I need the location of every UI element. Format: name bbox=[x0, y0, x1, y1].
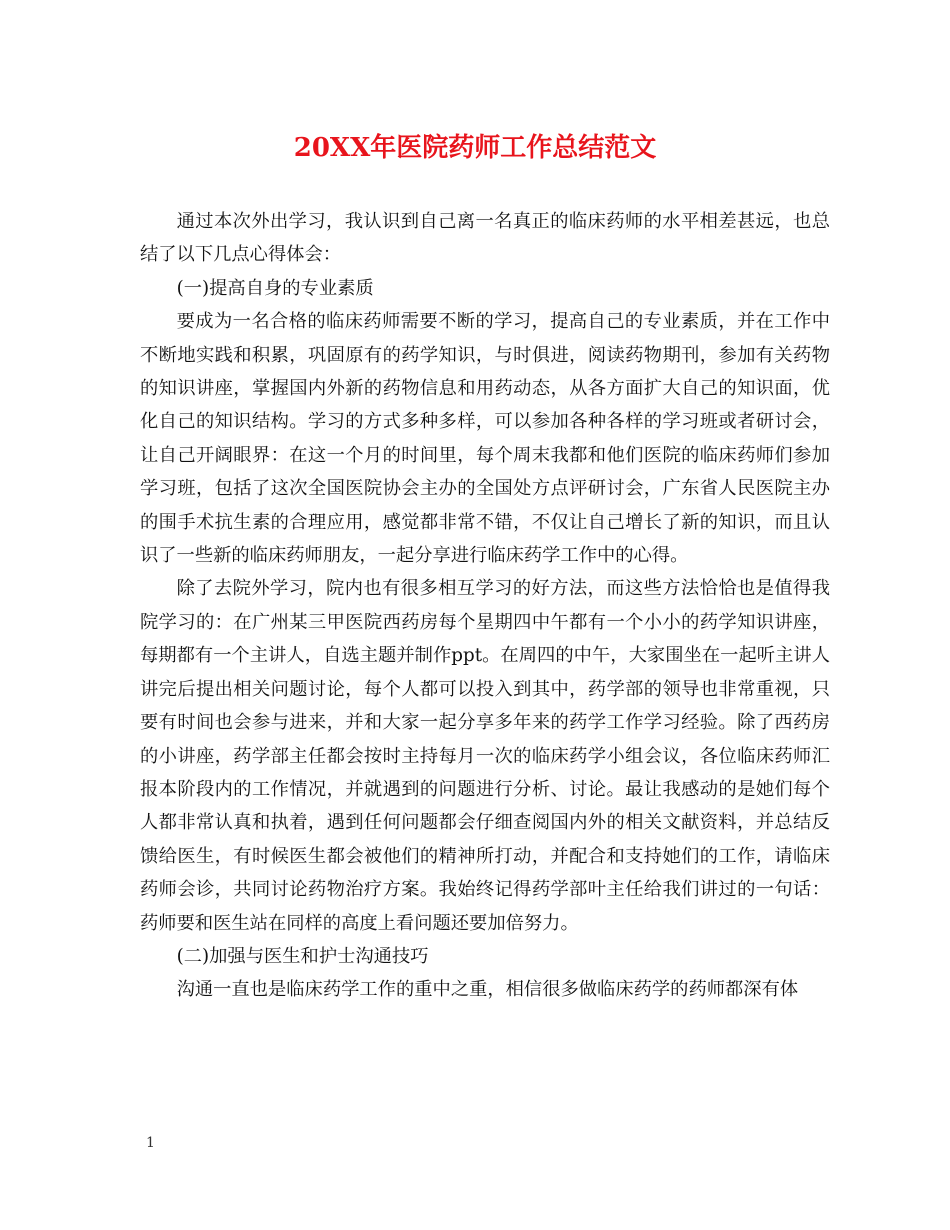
paragraph-internal-learning: 除了去院外学习，院内也有很多相互学习的好方法，而这些方法恰恰也是值得我院学习的：在广州某三甲医院西药房每个星期四中午都有一个小小的药学知识讲座，每期都有一个主讲人，自选主题并制作ppt。在周四的中午，大家围坐在一起听主讲人讲完后提出相关问题讨论，每个人都可以投入到其中，药学部的领导也非常重视，只要有时间也会参与进来，并和大家一起分享多年来的药学工作学习经验。除了西药房的小讲座，药学部主任都会按时主持每月一次的临床药学小组会议，各位临床药师汇报本阶段内的工作情况，并就遇到的问题进行分析、讨论。最让我感动的是她们每个人都非常认真和执着，遇到任何问题都会仔细查阅国内外的相关文献资料，并总结反馈给医生，有时候医生都会被他们的精神所打动，并配合和支持她们的工作，请临床药师会诊，共同讨论药物治疗方案。我始终记得药学部叶主任给我们讲过的一句话：药师要和医生站在同样的高度上看问题还要加倍努力。 bbox=[140, 578, 830, 934]
document-body bbox=[140, 205, 830, 1007]
section-heading-2: (二)加强与医生和护士沟通技巧 bbox=[176, 945, 429, 967]
section-heading-1: (一)提高自身的专业素质 bbox=[176, 277, 374, 299]
paragraph-communication: 沟通一直也是临床药学工作的重中之重，相信很多做临床药学的药师都深有体 bbox=[176, 979, 799, 1001]
document-title: 20XX年医院药师工作总结范文 bbox=[293, 133, 657, 163]
paragraph-intro: 通过本次外出学习，我认识到自己离一名真正的临床药师的水平相差甚远，也总结了以下几点心得体会： bbox=[140, 211, 830, 266]
paragraph-professional-quality: 要成为一名合格的临床药师需要不断的学习，提高自己的专业素质，并在工作中不断地实践和积累，巩固原有的药学知识，与时俱进，阅读药物期刊，参加有关药物的知识讲座，掌握国内外新的药物信息和用药动态，从各方面扩大自己的知识面，优化自己的知识结构。学习的方式多种多样，可以参加各种各样的学习班或者研讨会，让自己开阔眼界：在这一个月的时间里，每个周末我都和他们医院的临床药师们参加学习班，包括了这次全国医院协会主办的全国处方点评研讨会，广东省人民医院主办的围手术抗生素的合理应用，感觉都非常不错，不仅让自己增长了新的知识，而且认识了一些新的临床药师朋友，一起分享进行临床药学工作中的心得。 bbox=[140, 311, 830, 567]
page-number: 1 bbox=[146, 1135, 155, 1151]
